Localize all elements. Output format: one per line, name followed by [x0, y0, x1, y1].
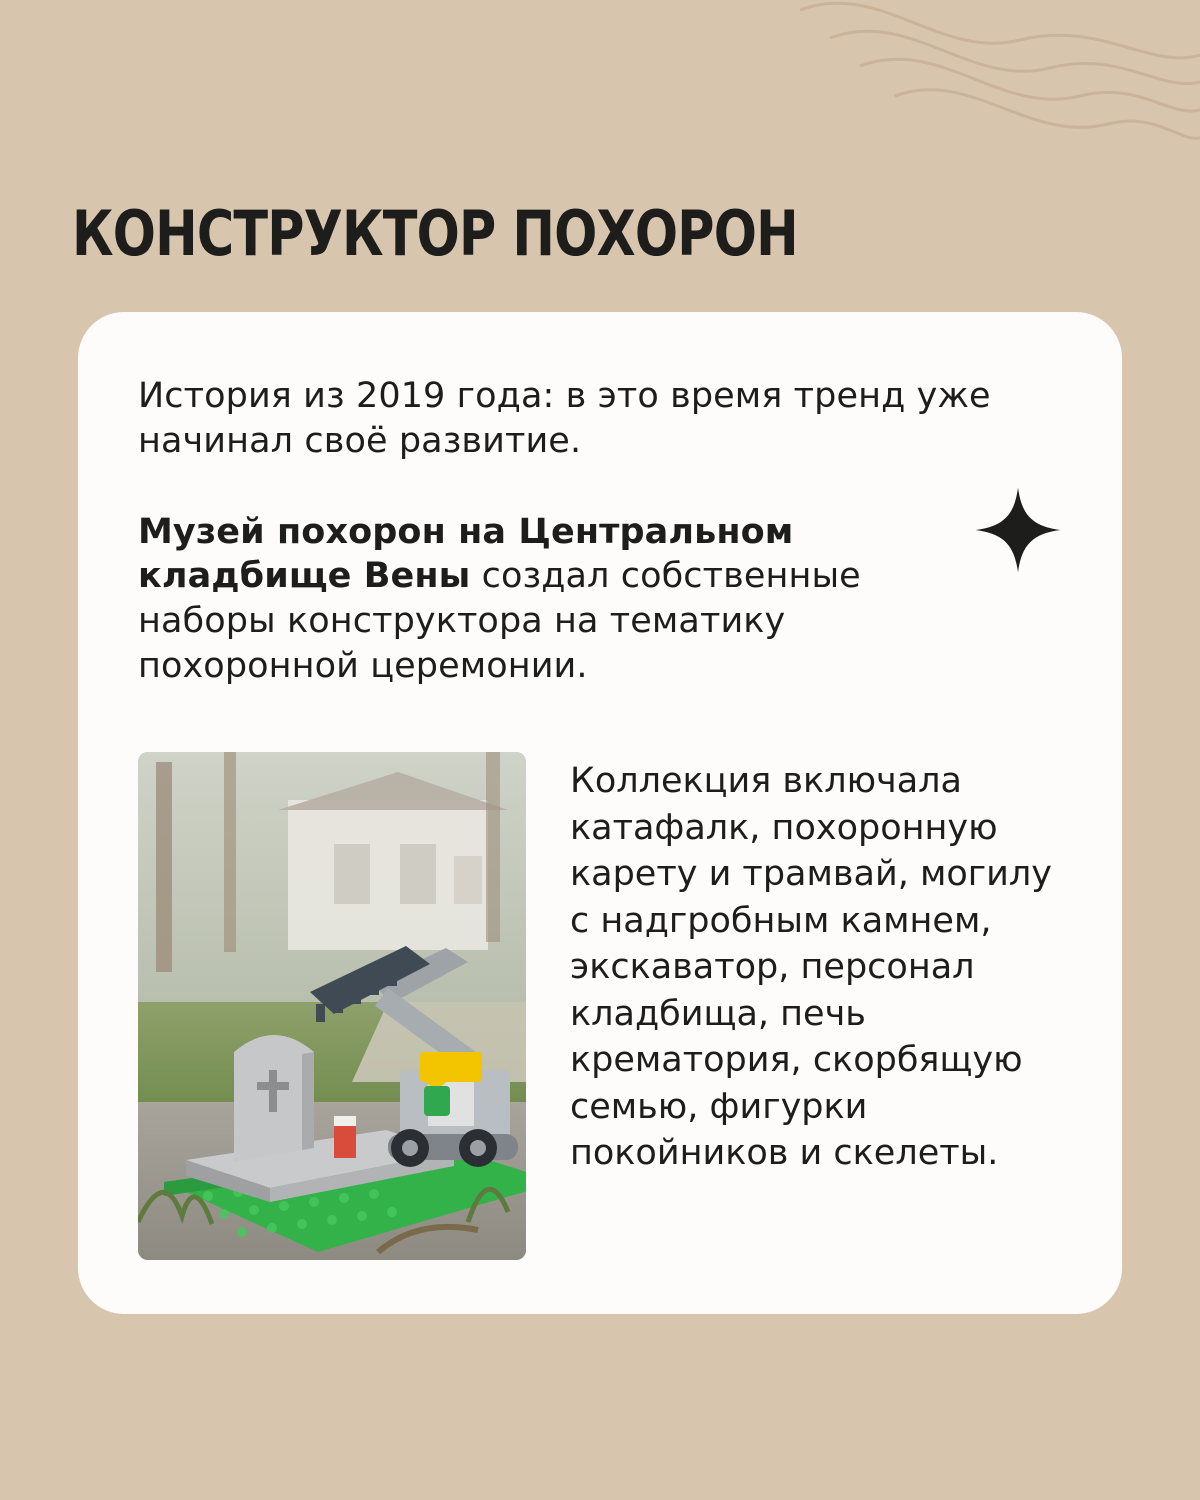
collection-list-paragraph: Коллекция включала катафалк, похоронную карету и трамвай, могилу с надгробным камнем, экскаватор, персонал кладбища, печь крематория, скорбящую семью, фигурки покойников и скелеты. — [570, 761, 1053, 1174]
second-paragraph — [138, 510, 998, 689]
lead-paragraph: История из 2019 года: в это время тренд уже начинал своё развитие. — [138, 376, 991, 461]
second-paragraph-rest: создал собственные наборы конструктора на тематику похоронной церемонии. — [138, 556, 861, 686]
four-point-star-icon — [972, 484, 1064, 576]
content-card — [78, 312, 1122, 1314]
page-title: КОНСТРУКТОР ПОХОРОН — [72, 196, 798, 270]
photo-and-list-row — [138, 752, 1068, 1260]
lego-funeral-set-photo — [138, 752, 526, 1260]
wavy-lines-icon — [680, 0, 1200, 180]
museum-name: Музей похорон на Центральном кладбище Вены — [138, 511, 794, 597]
